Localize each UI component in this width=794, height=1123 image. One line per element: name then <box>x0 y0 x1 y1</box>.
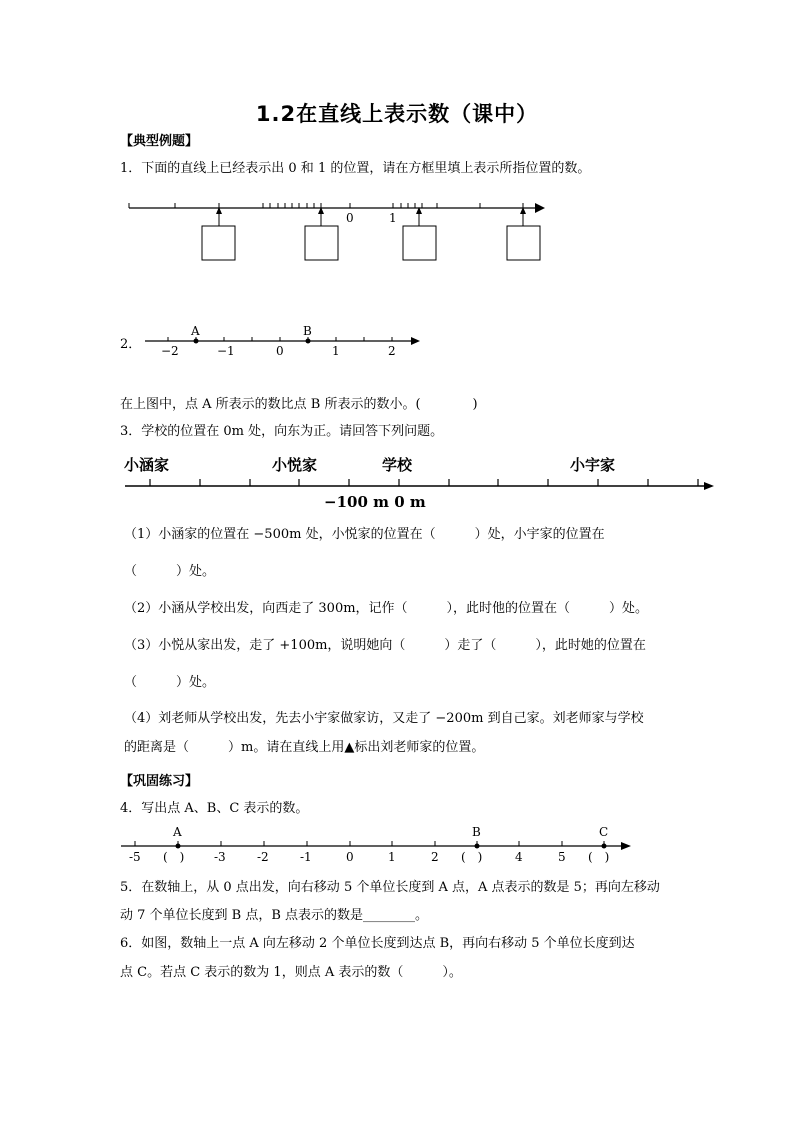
q4-label-b: B <box>472 825 481 839</box>
q2-tick-label: −1 <box>217 344 235 358</box>
q3-sub4-line1: （4）刘老师从学校出发，先去小宇家做家访，又走了 −200m 到自己家。刘老师家与学校 <box>124 711 644 726</box>
q2-statement: 在上图中，点 A 所表示的数比点 B 所表示的数小。( ) <box>120 397 478 412</box>
q2-tick-label: 0 <box>276 344 284 358</box>
q3-text: 3．学校的位置在 0m 处，向东为正。请回答下列问题。 <box>120 424 444 439</box>
q1-label-one: 1 <box>389 211 397 225</box>
q3-scale-label: −100 m 0 m <box>324 493 426 511</box>
q3-sub4-line2: 的距离是（ ）m。请在直线上用▲标出刘老师家的位置。 <box>124 740 485 755</box>
q3-place-school: 学校 <box>382 456 413 474</box>
q1-answer-box-2[interactable] <box>305 226 338 260</box>
q2-label-a: A <box>191 324 200 338</box>
q3-place-xiaoyu: 小宇家 <box>570 456 616 474</box>
q2-label-b: B <box>303 324 312 338</box>
q4-answer-c[interactable]: ( ) <box>588 850 610 864</box>
section-practice: 【巩固练习】 <box>120 774 199 789</box>
q3-sub3-line2: （ ）处。 <box>124 675 216 690</box>
q4-answer-a[interactable]: ( ) <box>163 850 185 864</box>
q2-point-a <box>194 339 199 344</box>
q6-line2: 点 C。若点 C 表示的数为 1，则点 A 表示的数（ ）。 <box>120 965 462 980</box>
q4-point-c <box>602 844 607 849</box>
q5-line2: 动 7 个单位长度到 B 点，B 点表示的数是________。 <box>120 908 429 923</box>
q4-point-a <box>176 844 181 849</box>
q3-sub1-line2: （ ）处。 <box>124 564 216 579</box>
q4-tick-label: 2 <box>431 850 439 864</box>
section-examples: 【典型例题】 <box>120 134 199 149</box>
q4-point-b <box>475 844 480 849</box>
q3-sub3-line1: （3）小悦从家出发，走了 +100m，说明她向（ ）走了（ ），此时她的位置在 <box>124 638 646 653</box>
q4-answer-b[interactable]: ( ) <box>461 850 483 864</box>
q3-place-xiaohan: 小涵家 <box>124 456 170 474</box>
q1-answer-box-1[interactable] <box>202 226 235 260</box>
q4-number-line <box>0 818 794 868</box>
q2-tick-label: 2 <box>388 344 396 358</box>
q5-line1: 5．在数轴上，从 0 点出发，向右移动 5 个单位长度到 A 点，A 点表示的数是 5；再向左移动 <box>120 880 660 895</box>
q2-number-line <box>0 315 794 365</box>
q4-tick-label: 5 <box>558 850 566 864</box>
q2-point-b <box>306 339 311 344</box>
q4-label-c: C <box>599 825 609 839</box>
q2-number: 2． <box>120 337 142 352</box>
q2-tick-label: −2 <box>161 344 179 358</box>
q1-number-line <box>0 0 794 300</box>
q4-tick-label: -1 <box>300 850 312 864</box>
q4-tick-label: -3 <box>214 850 226 864</box>
q1-answer-box-4[interactable] <box>507 226 540 260</box>
q1-answer-box-3[interactable] <box>403 226 436 260</box>
q4-tick-label: 0 <box>346 850 354 864</box>
q4-label-a: A <box>173 825 182 839</box>
q4-tick-label: -2 <box>257 850 269 864</box>
q4-tick-label: 4 <box>515 850 523 864</box>
q2-tick-label: 1 <box>332 344 340 358</box>
q4-tick-label: 1 <box>388 850 396 864</box>
q1-label-zero: 0 <box>346 211 354 225</box>
q1-text: 1．下面的直线上已经表示出 0 和 1 的位置，请在方框里填上表示所指位置的数。 <box>120 161 591 176</box>
q6-line1: 6．如图，数轴上一点 A 向左移动 2 个单位长度到达点 B，再向右移动 5 个单位长度到达 <box>120 936 635 951</box>
q3-sub2: （2）小涵从学校出发，向西走了 300m，记作（ ），此时他的位置在（ ）处。 <box>124 601 649 616</box>
page-title: 1.2在直线上表示数（课中） <box>255 102 539 126</box>
q3-number-line <box>0 448 794 518</box>
q3-place-xiaoyue: 小悦家 <box>272 456 318 474</box>
q4-text: 4．写出点 A、B、C 表示的数。 <box>120 801 309 816</box>
q3-sub1-line1: （1）小涵家的位置在 −500m 处，小悦家的位置在（ ）处，小宇家的位置在 <box>124 527 605 542</box>
q4-tick-label: -5 <box>129 850 141 864</box>
